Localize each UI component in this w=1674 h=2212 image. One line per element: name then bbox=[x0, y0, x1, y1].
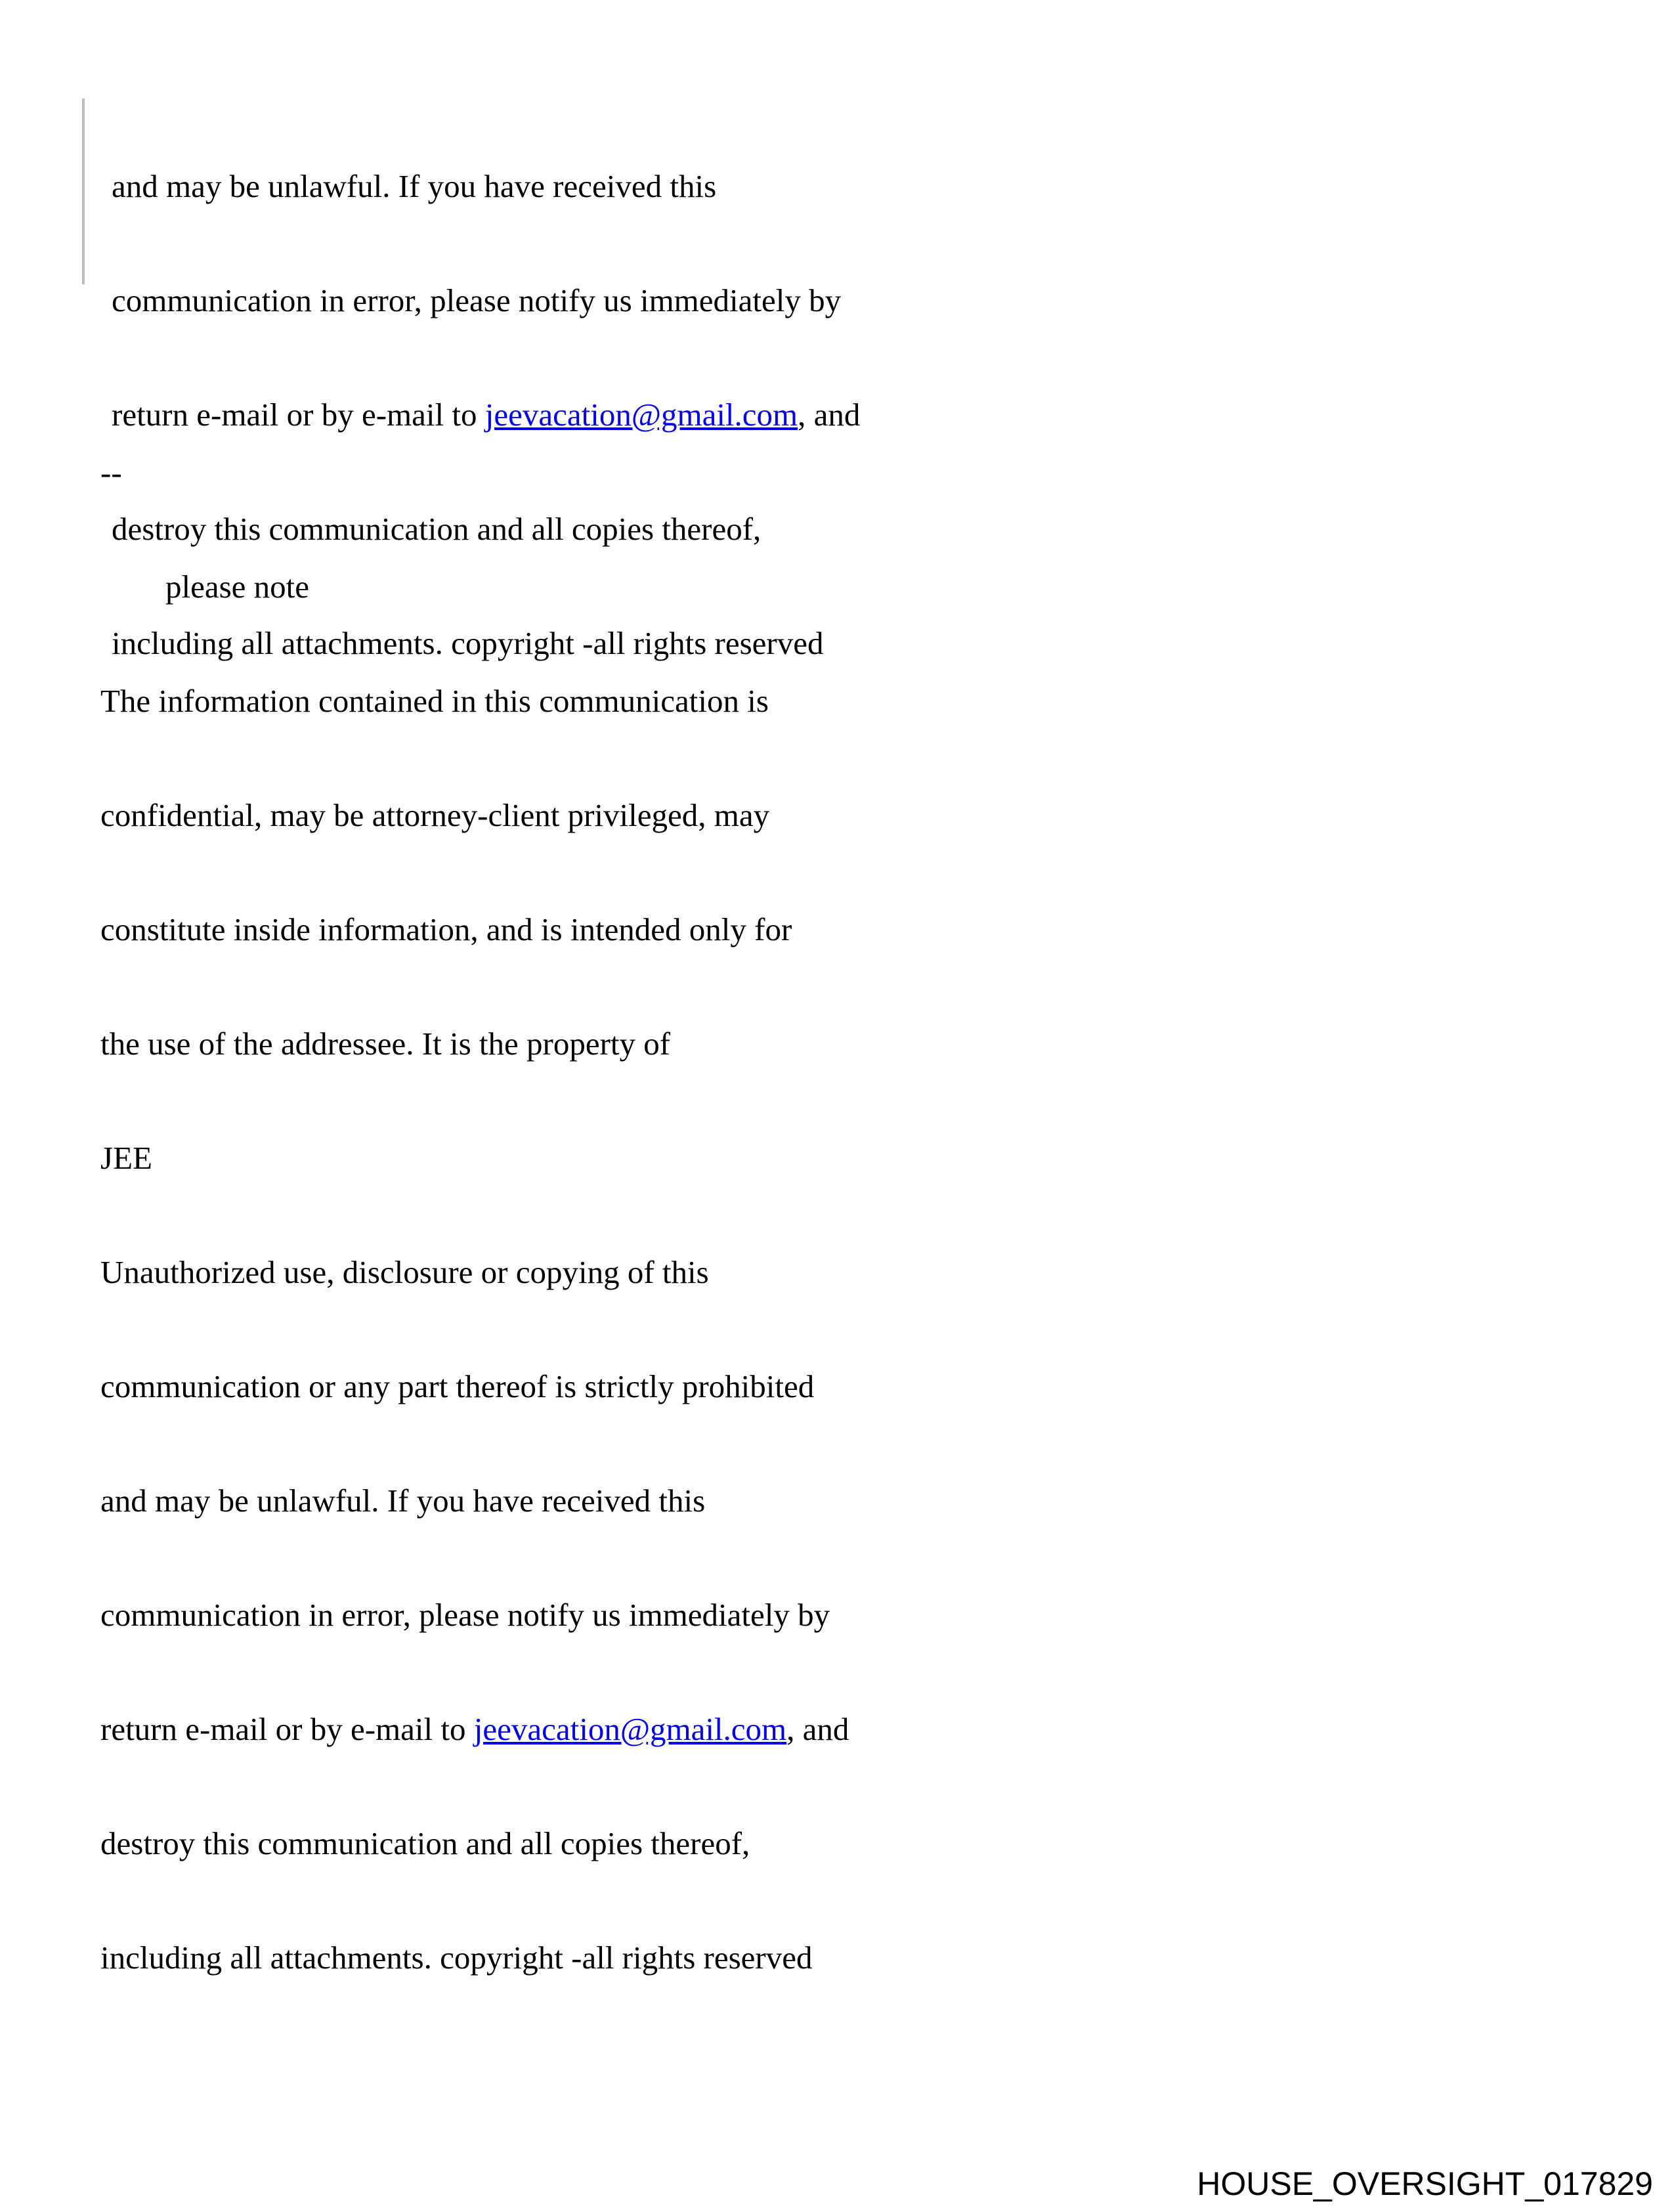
text-segment: return e-mail or by e-mail to bbox=[100, 1711, 474, 1747]
text-line bbox=[100, 1710, 849, 1748]
text-line: Unauthorized use, disclosure or copying of this bbox=[100, 1254, 709, 1290]
text-line: constitute inside information, and is intended only for bbox=[100, 911, 792, 947]
text-segment: , and bbox=[786, 1711, 849, 1747]
text-line: destroy this communication and all copies thereof, bbox=[100, 1825, 750, 1861]
text-line: destroy this communication and all copies thereof, bbox=[112, 511, 762, 547]
please-note-label: please note bbox=[165, 569, 310, 605]
text-line: including all attachments. copyright -all rights reserved bbox=[100, 1940, 813, 1976]
quote-bar bbox=[82, 98, 85, 284]
signature-delimiter: -- bbox=[100, 454, 122, 490]
signature-disclaimer-block bbox=[100, 378, 849, 2053]
text-line: confidential, may be attorney-client privileged, may bbox=[100, 797, 770, 833]
text-line: The information contained in this communication is bbox=[100, 683, 769, 719]
email-link[interactable]: jeevacation@gmail.com bbox=[484, 397, 798, 433]
text-line: communication or any part thereof is strictly prohibited bbox=[100, 1368, 815, 1404]
text-line: and may be unlawful. If you have received this bbox=[112, 168, 717, 204]
bates-stamp: HOUSE_OVERSIGHT_017829 bbox=[1197, 2165, 1653, 2202]
text-line: the use of the addressee. It is the property of bbox=[100, 1026, 671, 1062]
email-link[interactable]: jeevacation@gmail.com bbox=[473, 1711, 787, 1747]
text-segment: , and bbox=[798, 397, 861, 433]
text-line: including all attachments. copyright -all rights reserved bbox=[112, 625, 824, 661]
text-line: JEE bbox=[100, 1140, 152, 1176]
text-line: communication in error, please notify us immediately by bbox=[112, 282, 842, 318]
text-segment: return e-mail or by e-mail to bbox=[112, 397, 485, 433]
text-line: communication in error, please notify us immediately by bbox=[100, 1597, 830, 1633]
text-line: and may be unlawful. If you have received this bbox=[100, 1483, 706, 1519]
